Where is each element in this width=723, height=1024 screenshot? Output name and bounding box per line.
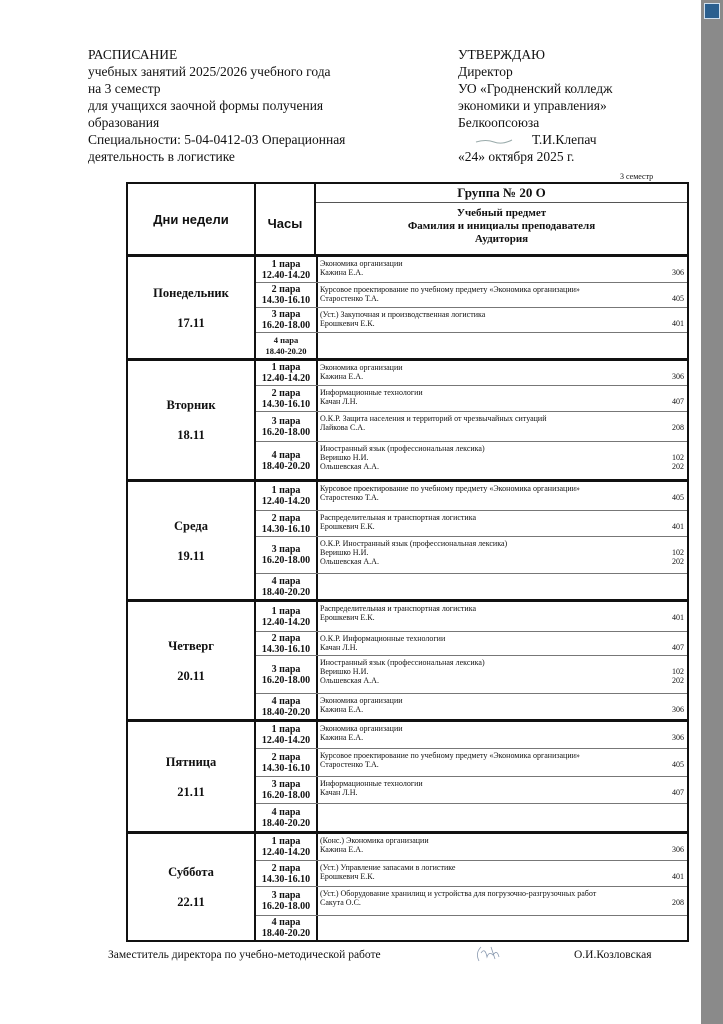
subject-cell — [318, 308, 687, 332]
day-rows — [256, 722, 687, 831]
subheader-room: Аудитория — [474, 233, 529, 245]
table-row — [256, 361, 687, 386]
pair-time: 16.20-18.00 — [261, 901, 311, 912]
pair-number: 4 пара — [271, 806, 301, 818]
subject-cell — [318, 386, 687, 411]
day-name: Четверг — [168, 638, 214, 653]
table-row — [256, 916, 687, 940]
subject-line — [320, 836, 684, 845]
subject-line — [320, 696, 684, 705]
table-row — [256, 537, 687, 574]
subject-name: Распределительная и транспортная логистика — [320, 513, 477, 522]
pair-time: 18.40-20.20 — [261, 706, 311, 718]
room-number: 208 — [672, 423, 684, 432]
subject-cell — [318, 511, 687, 536]
pair-number: 2 пара — [271, 751, 301, 763]
day-block — [128, 602, 687, 722]
subject-line — [320, 423, 684, 432]
table-row — [256, 861, 687, 887]
subject-cell — [318, 257, 687, 282]
pair-number: 4 пара — [271, 449, 301, 461]
day-date: 21.11 — [177, 784, 205, 799]
subject-line — [320, 872, 684, 881]
subject-line — [320, 733, 684, 742]
table-row — [256, 777, 687, 804]
day-block — [128, 722, 687, 834]
teacher-name: Качан Л.Н. — [320, 397, 358, 406]
pair-number: 2 пара — [271, 862, 301, 874]
subject-cell — [318, 602, 687, 631]
subject-line — [320, 493, 684, 502]
pair-time: 14.30-16.10 — [261, 643, 311, 655]
hours-cell — [256, 632, 318, 655]
subject-name: О.К.Р. Иностранный язык (профессиональная лексика) — [320, 539, 508, 548]
table-row — [256, 257, 687, 283]
subject-cell — [318, 834, 687, 860]
pair-number: 3 пара — [271, 663, 301, 675]
teacher-name: Старостенко Т.А. — [320, 760, 379, 769]
title-line: деятельность в логистике — [88, 149, 235, 164]
subject-name: (Уст.) Управление запасами в логистике — [320, 863, 456, 872]
pair-number: 2 пара — [271, 387, 301, 399]
table-row — [256, 412, 687, 442]
subject-line — [320, 788, 684, 797]
signature-icon — [473, 943, 505, 965]
teacher-name: Ольшевская А.А. — [320, 557, 379, 566]
pair-number: 2 пара — [271, 512, 301, 524]
subject-line — [320, 658, 684, 667]
subject-cell — [318, 412, 687, 441]
table-row — [256, 442, 687, 479]
room-number: 407 — [672, 643, 684, 652]
approver-org: экономики и управления» — [458, 98, 607, 113]
room-number: 401 — [672, 872, 684, 881]
approver-org: УО «Гродненский колледж — [458, 81, 613, 96]
hours-cell — [256, 283, 318, 307]
hours-cell — [256, 257, 318, 282]
table-row — [256, 308, 687, 333]
subject-line — [320, 751, 684, 760]
hours-cell — [256, 511, 318, 536]
hours-cell — [256, 537, 318, 573]
subject-line — [320, 779, 684, 788]
teacher-name: Ерошкевич Е.К. — [320, 522, 375, 531]
room-number: 401 — [672, 522, 684, 531]
table-header — [128, 184, 687, 257]
teacher-name: Ерошкевич Е.К. — [320, 319, 375, 328]
pair-number: 1 пара — [271, 485, 301, 496]
subject-line — [320, 268, 684, 277]
subject-line — [320, 845, 684, 854]
side-strip — [701, 0, 723, 1024]
title-line: Специальности: 5-04-0412-03 Операционная — [88, 132, 346, 147]
subject-line — [320, 285, 684, 294]
subject-line — [320, 613, 684, 622]
pair-number: 4 пара — [271, 917, 301, 928]
table-row — [256, 722, 687, 749]
subject-line — [320, 397, 684, 406]
approve-label: УТВЕРЖДАЮ — [458, 47, 546, 62]
teacher-name: Веришко Н.И. — [320, 667, 369, 676]
subject-cell — [318, 722, 687, 748]
pair-number: 4 пара — [273, 334, 299, 345]
pair-number: 3 пара — [271, 544, 301, 555]
table-row — [256, 694, 687, 719]
day-date: 19.11 — [177, 548, 205, 563]
pair-number: 2 пара — [271, 284, 301, 295]
schedule-table — [126, 182, 689, 942]
approver-org: Белкоопсоюза — [458, 115, 540, 130]
schedule-title-block — [88, 46, 345, 165]
teacher-name: Качан Л.Н. — [320, 643, 358, 652]
approver-name: Т.И.Клепач — [532, 132, 597, 147]
column-header-days: Дни недели — [128, 184, 256, 254]
subject-line — [320, 760, 684, 769]
subheader-teacher: Фамилия и инициалы преподавателя — [407, 220, 596, 232]
table-row — [256, 656, 687, 694]
hours-cell — [256, 602, 318, 631]
hours-cell — [256, 333, 318, 358]
room-number: 102 — [672, 453, 684, 462]
room-number: 306 — [672, 268, 684, 277]
deputy-position: Заместитель директора по учебно-методической работе — [108, 949, 381, 961]
subject-line — [320, 259, 684, 268]
subject-line — [320, 724, 684, 733]
table-row — [256, 283, 687, 308]
room-number: 102 — [672, 548, 684, 557]
room-number: 405 — [672, 760, 684, 769]
subject-line — [320, 484, 684, 493]
pair-time: 16.20-18.00 — [261, 555, 311, 566]
hours-cell — [256, 749, 318, 776]
day-rows — [256, 361, 687, 479]
subject-cell — [318, 574, 687, 599]
pair-number: 1 пара — [271, 362, 301, 373]
pair-time: 14.30-16.10 — [261, 398, 311, 410]
subject-line — [320, 634, 684, 643]
day-date: 22.11 — [177, 895, 205, 909]
subject-cell — [318, 537, 687, 573]
day-rows — [256, 257, 687, 358]
pair-time: 12.40-14.20 — [261, 269, 311, 281]
subject-line — [320, 889, 684, 898]
approval-date: «24» октября 2025 г. — [458, 149, 575, 164]
subject-cell — [318, 632, 687, 655]
room-number: 401 — [672, 319, 684, 328]
hours-cell — [256, 482, 318, 510]
subject-name: О.К.Р. Информационные технологии — [320, 634, 446, 643]
table-row — [256, 511, 687, 537]
hours-cell — [256, 694, 318, 719]
teacher-name: Ольшевская А.А. — [320, 462, 379, 471]
pair-number: 3 пара — [271, 890, 301, 901]
subject-cell — [318, 361, 687, 385]
subject-cell — [318, 442, 687, 479]
column-header-hours: Часы — [256, 184, 316, 254]
table-row — [256, 386, 687, 412]
subject-line — [320, 548, 684, 557]
logo-icon — [704, 3, 720, 19]
subject-line — [320, 705, 684, 714]
subject-line — [320, 444, 684, 453]
pair-time: 18.40-20.20 — [261, 817, 311, 829]
subject-cell — [318, 333, 687, 358]
subject-line — [320, 522, 684, 531]
teacher-name: Ерошкевич Е.К. — [320, 613, 375, 622]
subject-cell — [318, 283, 687, 307]
room-number: 405 — [672, 493, 684, 502]
pair-time: 16.20-18.00 — [261, 790, 311, 801]
day-rows — [256, 834, 687, 940]
table-row — [256, 804, 687, 831]
day-block — [128, 482, 687, 602]
subject-line — [320, 310, 684, 319]
day-block — [128, 361, 687, 482]
teacher-name: Кажина Е.А. — [320, 845, 364, 854]
subject-name: Курсовое проектирование по учебному предмету «Экономика организации» — [320, 484, 580, 493]
day-name: Понедельник — [153, 285, 229, 300]
subject-line — [320, 388, 684, 397]
hours-cell — [256, 574, 318, 599]
column-header-subject — [316, 184, 687, 254]
day-name: Среда — [174, 518, 208, 533]
hours-cell — [256, 861, 318, 886]
subheader-subject: Учебный предмет — [456, 207, 547, 219]
subject-name: Иностранный язык (профессиональная лексика) — [320, 658, 485, 667]
pair-time: 12.40-14.20 — [261, 616, 311, 628]
pair-time: 18.40-20.20 — [261, 460, 311, 472]
table-row — [256, 333, 687, 358]
pair-number: 1 пара — [271, 605, 301, 617]
subject-cell — [318, 804, 687, 831]
deputy-name: О.И.Козловская — [574, 949, 652, 961]
hours-cell — [256, 386, 318, 411]
subject-cell — [318, 861, 687, 886]
pair-time: 14.30-16.10 — [261, 873, 311, 885]
subject-line — [320, 898, 684, 907]
subject-line — [320, 372, 684, 381]
title: РАСПИСАНИЕ — [88, 47, 178, 62]
day-name: Суббота — [168, 865, 214, 879]
teacher-name: Ерошкевич Е.К. — [320, 872, 375, 881]
pair-number: 3 пара — [271, 779, 301, 790]
subject-line — [320, 513, 684, 522]
teacher-name: Кажина Е.А. — [320, 268, 364, 277]
table-body — [128, 257, 687, 940]
subject-line — [320, 414, 684, 423]
title-line: учебных занятий 2025/2026 учебного года — [88, 64, 331, 79]
subject-line — [320, 643, 684, 652]
pair-time: 12.40-14.20 — [261, 735, 311, 746]
subject-name: Курсовое проектирование по учебному предмету «Экономика организации» — [320, 285, 580, 294]
table-row — [256, 834, 687, 861]
subject-name: Экономика организации — [320, 363, 403, 372]
subject-name: О.К.Р. Защита населения и территорий от чрезвычайных ситуаций — [320, 414, 547, 423]
day-name: Пятница — [165, 754, 217, 769]
pair-number: 4 пара — [271, 575, 301, 587]
teacher-name: Ольшевская А.А. — [320, 676, 379, 685]
subject-cell — [318, 887, 687, 915]
day-rows — [256, 482, 687, 599]
pair-number: 4 пара — [271, 695, 301, 707]
subject-name: Курсовое проектирование по учебному предмету «Экономика организации» — [320, 751, 580, 760]
day-cell — [128, 257, 256, 358]
room-number: 102 — [672, 667, 684, 676]
pair-time: 14.30-16.10 — [261, 762, 311, 774]
approver-position: Директор — [458, 64, 513, 79]
teacher-name: Сакута О.С. — [320, 898, 361, 907]
subject-line — [320, 604, 684, 613]
room-number: 306 — [672, 705, 684, 714]
room-number: 405 — [672, 294, 684, 303]
room-number: 208 — [672, 898, 684, 907]
pair-number: 3 пара — [271, 309, 301, 320]
subject-line — [320, 294, 684, 303]
table-row — [256, 482, 687, 511]
day-block — [128, 257, 687, 361]
room-number: 202 — [672, 557, 684, 566]
subject-name: (Конс.) Экономика организации — [320, 836, 429, 845]
subject-cell — [318, 749, 687, 776]
subject-name: Распределительная и транспортная логистика — [320, 604, 477, 613]
hours-cell — [256, 361, 318, 385]
day-name: Вторник — [166, 398, 216, 412]
day-cell — [128, 361, 256, 479]
teacher-name: Кажина Е.А. — [320, 705, 364, 714]
teacher-name: Кажина Е.А. — [320, 372, 364, 381]
subject-name: Экономика организации — [320, 259, 403, 268]
pair-time: 18.40-20.20 — [261, 928, 311, 939]
day-date: 18.11 — [177, 428, 205, 442]
teacher-name: Лайкова С.А. — [320, 423, 366, 432]
subject-name: Иностранный язык (профессиональная лексика) — [320, 444, 485, 453]
teacher-name: Качан Л.Н. — [320, 788, 358, 797]
day-cell — [128, 602, 256, 719]
signature-icon — [474, 137, 514, 145]
room-number: 306 — [672, 733, 684, 742]
pair-number: 3 пара — [271, 415, 301, 427]
teacher-name: Веришко Н.И. — [320, 548, 369, 557]
room-number: 306 — [672, 845, 684, 854]
hours-cell — [256, 834, 318, 860]
title-line: на 3 семестр — [88, 81, 161, 96]
pair-number: 2 пара — [271, 632, 301, 644]
pair-time: 18.40-20.20 — [261, 586, 311, 598]
pair-time: 12.40-14.20 — [261, 373, 311, 384]
table-row — [256, 887, 687, 916]
approval-block — [458, 46, 612, 165]
day-cell — [128, 834, 256, 940]
day-cell — [128, 722, 256, 831]
subject-name: Экономика организации — [320, 724, 403, 733]
pair-time: 12.40-14.20 — [261, 847, 311, 858]
room-number: 306 — [672, 372, 684, 381]
subject-name: Информационные технологии — [320, 388, 423, 397]
semester-label: 3 семестр — [620, 172, 654, 181]
hours-cell — [256, 916, 318, 940]
subject-line — [320, 863, 684, 872]
table-row — [256, 574, 687, 599]
subject-cell — [318, 656, 687, 693]
room-number: 407 — [672, 397, 684, 406]
table-row — [256, 632, 687, 656]
room-number: 202 — [672, 676, 684, 685]
title-line: образования — [88, 115, 160, 130]
hours-cell — [256, 722, 318, 748]
hours-cell — [256, 442, 318, 479]
subject-cell — [318, 777, 687, 803]
subject-line — [320, 453, 684, 462]
room-number: 407 — [672, 788, 684, 797]
pair-time: 18.40-20.20 — [265, 345, 307, 356]
subject-line — [320, 667, 684, 676]
subject-line — [320, 462, 684, 471]
subject-cell — [318, 916, 687, 940]
day-block — [128, 834, 687, 940]
pair-time: 12.40-14.20 — [261, 496, 311, 507]
subject-name: (Уст.) Оборудование хранилищ и устройства для погрузочно-разгрузочных работ — [320, 889, 597, 898]
title-line: для учащихся заочной формы получения — [88, 98, 324, 113]
subject-line — [320, 539, 684, 548]
pair-time: 16.20-18.00 — [261, 674, 311, 686]
pair-number: 1 пара — [271, 258, 301, 270]
subject-cell — [318, 694, 687, 719]
pair-number: 1 пара — [271, 836, 301, 847]
day-date: 17.11 — [177, 315, 205, 330]
pair-time: 16.20-18.00 — [261, 426, 311, 438]
hours-cell — [256, 308, 318, 332]
subject-name: (Уст.) Закупочная и производственная логистика — [320, 310, 486, 319]
subject-name: Информационные технологии — [320, 779, 423, 788]
room-number: 202 — [672, 462, 684, 471]
day-cell — [128, 482, 256, 599]
day-rows — [256, 602, 687, 719]
subject-line — [320, 676, 684, 685]
subject-cell — [318, 482, 687, 510]
subject-name: Экономика организации — [320, 696, 403, 705]
pair-time: 16.20-18.00 — [261, 320, 311, 331]
hours-cell — [256, 804, 318, 831]
teacher-name: Кажина Е.А. — [320, 733, 364, 742]
group-title: Группа № 20 О — [316, 184, 687, 203]
hours-cell — [256, 887, 318, 915]
table-row — [256, 602, 687, 632]
teacher-name: Веришко Н.И. — [320, 453, 369, 462]
subject-line — [320, 363, 684, 372]
teacher-name: Старостенко Т.А. — [320, 493, 379, 502]
subject-line — [320, 557, 684, 566]
pair-time: 14.30-16.10 — [261, 295, 311, 306]
pair-number: 1 пара — [271, 724, 301, 735]
subject-line — [320, 319, 684, 328]
teacher-name: Старостенко Т.А. — [320, 294, 379, 303]
table-row — [256, 749, 687, 777]
hours-cell — [256, 412, 318, 441]
hours-cell — [256, 656, 318, 693]
day-date: 20.11 — [177, 668, 205, 683]
pair-time: 14.30-16.10 — [261, 523, 311, 535]
hours-cell — [256, 777, 318, 803]
room-number: 401 — [672, 613, 684, 622]
